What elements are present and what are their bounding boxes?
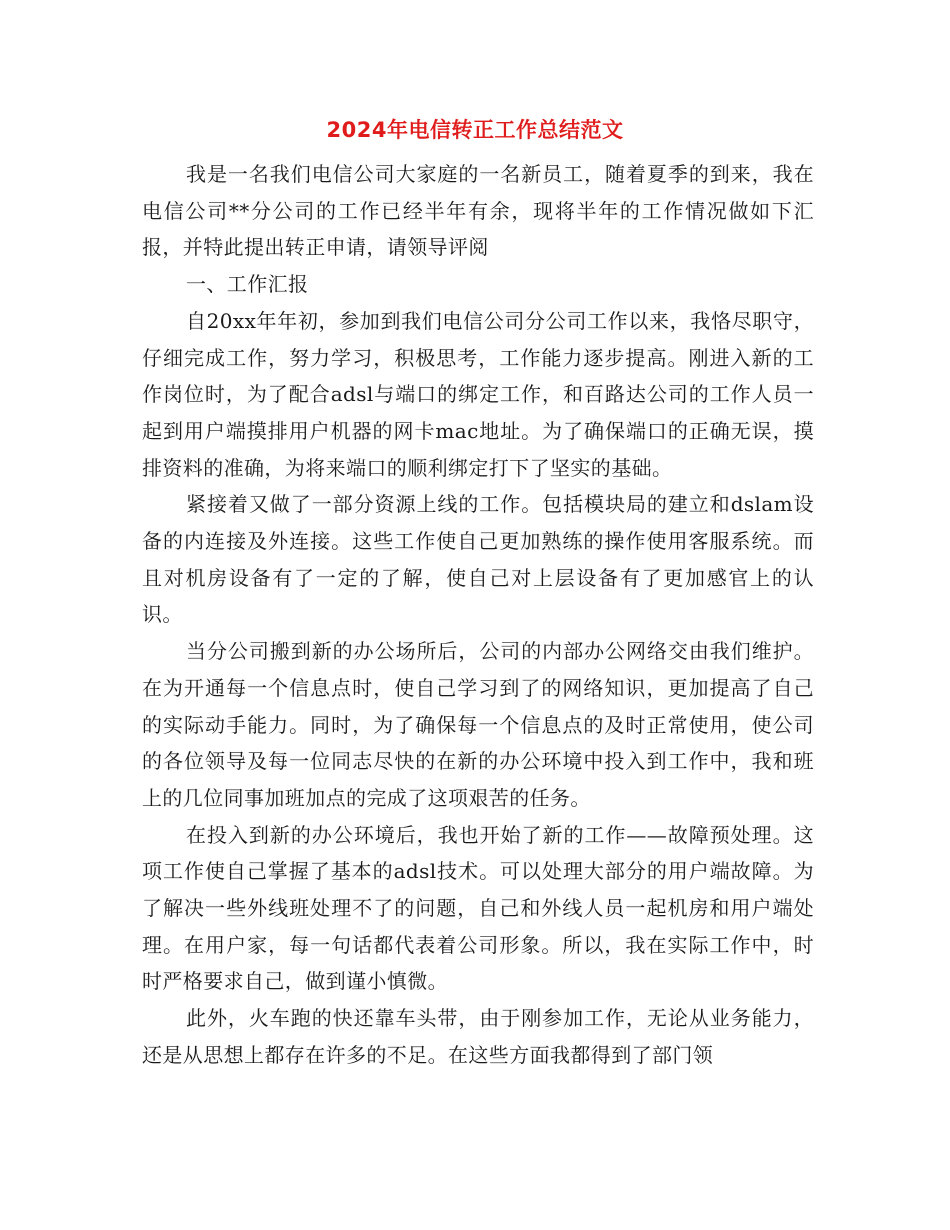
paragraph-resources-online: 紧接着又做了一部分资源上线的工作。包括模块局的建立和dslam设备的内连接及外连接。这些工作使自己更加熟练的操作使用客服系统。而且对机房设备有了一定的了解，使自己对上层设备有了更加感官上的认识。 bbox=[142, 492, 814, 627]
document-body bbox=[142, 156, 814, 1074]
paragraph-since-start: 自20xx年年初，参加到我们电信公司分公司工作以来，我恪尽职守，仔细完成工作，努力学习，积极思考，工作能力逐步提高。刚进入新的工作岗位时，为了配合adsl与端口的绑定工作，和百路达公司的工作人员一起到用户端摸排用户机器的网卡mac地址。为了确保端口的正确无误，摸排资料的准确，为将来端口的顺利绑定打下了坚实的基础。 bbox=[142, 308, 814, 480]
paragraph-intro: 我是一名我们电信公司大家庭的一名新员工，随着夏季的到来，我在电信公司**分公司的工作已经半年有余，现将半年的工作情况做如下汇报，并特此提出转正申请，请领导评阅 bbox=[142, 162, 814, 260]
paragraph-office-network: 当分公司搬到新的办公场所后，公司的内部办公网络交由我们维护。在为开通每一个信息点时，使自己学习到了的网络知识，更加提高了自己的实际动手能力。同时，为了确保每一个信息点的及时正常使用，使公司的各位领导及每一位同志尽快的在新的办公环境中投入到工作中，我和班上的几位同事加班加点的完成了这项艰苦的任务。 bbox=[142, 639, 814, 810]
document-title: 2024年电信转正工作总结范文 bbox=[326, 118, 624, 142]
paragraph-additionally: 此外，火车跑的快还靠车头带，由于刚参加工作，无论从业务能力，还是从思想上都存在许多的不足。在这些方面我都得到了部门领 bbox=[142, 1006, 814, 1067]
section-heading-work-report: 一、工作汇报 bbox=[186, 272, 309, 297]
paragraph-fault-preprocessing: 在投入到新的办公环境后，我也开始了新的工作——故障预处理。这项工作使自己掌握了基本的adsl技术。可以处理大部分的用户端故障。为了解决一些外线班处理不了的问题，自己和外线人员一起机房和用户端处理。在用户家，每一句话都代表着公司形象。所以，我在实际工作中，时时严格要求自己，做到谨小慎微。 bbox=[142, 822, 814, 994]
